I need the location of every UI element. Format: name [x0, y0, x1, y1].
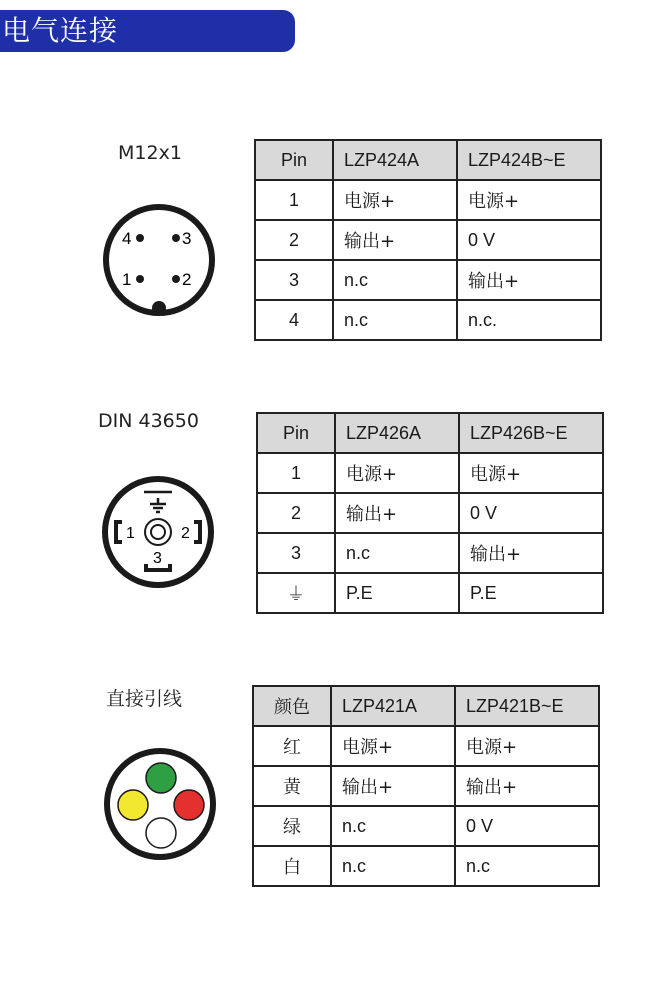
- table-header-cell: Pin: [257, 413, 335, 453]
- table-cell: 电源+: [459, 453, 603, 493]
- table-row: [255, 300, 601, 340]
- table-cell: n.c: [333, 300, 457, 340]
- table-cell: 绿: [253, 806, 331, 846]
- table-cell: 4: [255, 300, 333, 340]
- section-header: [0, 10, 295, 52]
- table-row: [255, 260, 601, 300]
- connector-label-din: DIN 43650: [98, 410, 199, 432]
- table-header-cell: LZP426B~E: [459, 413, 603, 453]
- table-cell: 黄: [253, 766, 331, 806]
- table-cell: 电源+: [457, 180, 601, 220]
- m12-pin-1-label: 1: [122, 270, 132, 289]
- table-header-cell: 颜色: [253, 686, 331, 726]
- table-cell: n.c: [335, 533, 459, 573]
- table-header-cell: LZP424A: [333, 140, 457, 180]
- table-cell: n.c: [331, 846, 455, 886]
- table-cell: 红: [253, 726, 331, 766]
- m12-key-notch: [152, 301, 166, 315]
- m12-pin-3-label: 3: [182, 229, 192, 248]
- m12-pin-2: [172, 275, 180, 283]
- table-header-row: [255, 140, 601, 180]
- table-cell: n.c: [455, 846, 599, 886]
- table-cell: 输出+: [333, 220, 457, 260]
- din-pin-2-label: 2: [181, 525, 190, 542]
- table-row: [255, 220, 601, 260]
- table-cell: 输出+: [459, 533, 603, 573]
- table-cell: n.c: [333, 260, 457, 300]
- table-cell: 0 V: [455, 806, 599, 846]
- din-pin-3-label: 3: [153, 550, 162, 567]
- table-row: [257, 573, 603, 613]
- table-row: [253, 726, 599, 766]
- table-cell: 3: [257, 533, 335, 573]
- m12-pin-3: [172, 234, 180, 242]
- table-row: [257, 453, 603, 493]
- table-cell: 电源+: [455, 726, 599, 766]
- table-header-row: [253, 686, 599, 726]
- wire-yellow: [118, 790, 148, 820]
- m12-pin-1: [136, 275, 144, 283]
- m12-body: [106, 207, 212, 313]
- m12-connector-diagram: [100, 200, 220, 320]
- din-connector-diagram: [100, 472, 220, 592]
- table-cell: P.E: [459, 573, 603, 613]
- table-cell: 输出+: [335, 493, 459, 533]
- din-pin-1-label: 1: [126, 525, 135, 542]
- table-header-cell: LZP421A: [331, 686, 455, 726]
- table-cell: 输出+: [457, 260, 601, 300]
- cable-color-table: [252, 685, 600, 887]
- table-row: [253, 766, 599, 806]
- m12-pin-2-label: 2: [182, 270, 192, 289]
- table-row: [253, 846, 599, 886]
- din-pin-table: [256, 412, 604, 614]
- table-cell: 0 V: [457, 220, 601, 260]
- m12-pin-4-label: 4: [122, 229, 132, 248]
- table-header-row: [257, 413, 603, 453]
- connector-label-m12: M12x1: [118, 142, 182, 164]
- table-cell: 白: [253, 846, 331, 886]
- table-cell: 2: [255, 220, 333, 260]
- table-cell: 2: [257, 493, 335, 533]
- table-cell: 输出+: [455, 766, 599, 806]
- table-cell: 电源+: [331, 726, 455, 766]
- table-cell: 0 V: [459, 493, 603, 533]
- connector-label-cable: 直接引线: [106, 688, 183, 710]
- table-cell: 1: [257, 453, 335, 493]
- table-cell: 3: [255, 260, 333, 300]
- m12-pin-table: [254, 139, 602, 341]
- table-cell: P.E: [335, 573, 459, 613]
- table-header-cell: LZP426A: [335, 413, 459, 453]
- table-row: [257, 533, 603, 573]
- section-title: 电气连接: [2, 14, 119, 47]
- table-row: [253, 806, 599, 846]
- wire-red: [174, 790, 204, 820]
- table-cell: 电源+: [335, 453, 459, 493]
- table-header-cell: LZP421B~E: [455, 686, 599, 726]
- m12-pin-4: [136, 234, 144, 242]
- table-cell: n.c.: [457, 300, 601, 340]
- ground-symbol-cell: ⏚: [257, 573, 335, 613]
- table-header-cell: Pin: [255, 140, 333, 180]
- cable-wire-diagram: [102, 744, 222, 864]
- table-row: [257, 493, 603, 533]
- table-cell: 电源+: [333, 180, 457, 220]
- table-row: [255, 180, 601, 220]
- table-header-cell: LZP424B~E: [457, 140, 601, 180]
- wire-white: [146, 818, 176, 848]
- table-cell: 1: [255, 180, 333, 220]
- wire-green: [146, 763, 176, 793]
- table-cell: 输出+: [331, 766, 455, 806]
- table-cell: n.c: [331, 806, 455, 846]
